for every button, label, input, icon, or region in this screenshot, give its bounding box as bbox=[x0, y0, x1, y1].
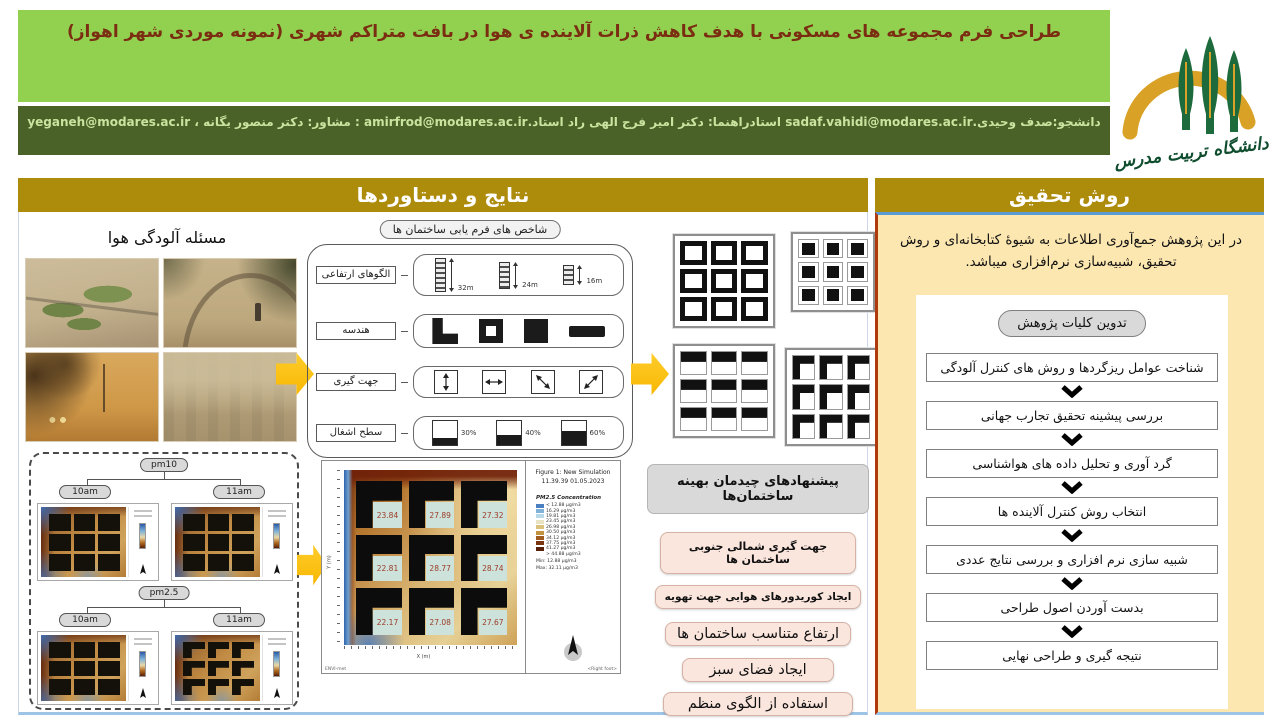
row-orientation bbox=[316, 366, 624, 398]
credits-strip bbox=[18, 106, 1110, 155]
row-height-patterns bbox=[316, 254, 624, 296]
heatmap-pm25-11am bbox=[171, 631, 293, 705]
figure-max: Max: 32.11 µg/m3 bbox=[536, 565, 578, 571]
figure-legend: PM2.5 Concentration < 12.88 µg/m3 16.29 µg/m3 19.81 µg/m3 23.45 µg/m3 26.98 µg/m3 30.50 µg/m3 34.12 µg/m3 37.75 µg/m3 41.27 µg/m3 > 44.88 µg/m3 Min: 12.88 µg/m3 Max: 32.11 µg/m3 bbox=[536, 495, 616, 573]
chevron-down-icon bbox=[1059, 622, 1085, 641]
layout-pattern-grids bbox=[667, 232, 877, 464]
university-logo-icon bbox=[1114, 10, 1274, 172]
pm25-11am-pill: 11am bbox=[213, 613, 265, 627]
flow-step: انتخاب روش کنترل آلاینده ها bbox=[926, 497, 1218, 526]
diagonal-nwse-orientation-icon bbox=[531, 370, 555, 394]
poster-title: طراحی فرم مجموعه های مسکونی با هدف کاهش ذرات آلاینده ی هوا در بافت متراکم شهری (نمونه موردی شهر اهواز) bbox=[66, 22, 1062, 42]
figure-ylabel: Y (m) bbox=[326, 554, 333, 569]
flow-step: بدست آوردن اصول طراحی bbox=[926, 593, 1218, 622]
figure-side-panel bbox=[526, 461, 620, 673]
chevron-down-icon bbox=[1059, 526, 1085, 545]
occupancy-30-icon: 30% bbox=[432, 420, 477, 446]
photo-bridge-in-dust bbox=[163, 258, 297, 348]
l-shape-icon bbox=[432, 318, 458, 344]
chevron-down-icon bbox=[1059, 574, 1085, 593]
university-logo bbox=[1114, 10, 1274, 172]
north-arrow-icon bbox=[561, 635, 585, 663]
heatmap-pm10-11am bbox=[171, 503, 293, 581]
arrow-right-icon bbox=[631, 350, 669, 398]
method-panel bbox=[875, 212, 1264, 715]
flow-start-pill: تدوین کلیات پژوهش bbox=[998, 310, 1146, 337]
colorbar-icon bbox=[273, 651, 280, 677]
method-intro: در این پژوهش جمع‌آوری اطلاعات به شیوۀ کتابخانه‌ای و روش تحقیق، شبیه‌سازی نرم‌افزاری میباشد. bbox=[899, 232, 1243, 271]
pm-simulations-box bbox=[29, 452, 299, 710]
north-arrow-icon bbox=[272, 564, 282, 576]
heatmap-plot bbox=[175, 635, 260, 701]
form-indicators-diagram bbox=[305, 220, 635, 458]
colorbar-icon bbox=[273, 523, 280, 549]
results-panel bbox=[18, 212, 868, 715]
pattern-grid-l-shapes bbox=[785, 348, 877, 446]
colorbar-icon bbox=[139, 651, 146, 677]
tower-16m-icon: 16m bbox=[563, 265, 602, 285]
chevron-down-icon bbox=[1059, 430, 1085, 449]
square-shape-icon bbox=[524, 319, 548, 343]
figure-footer-left: ENVI-met bbox=[325, 667, 347, 672]
orientation-label: جهت گیری bbox=[316, 373, 396, 391]
flow-step: شبیه سازی نرم افزاری و بررسی نتایج عددی bbox=[926, 545, 1218, 574]
photo-aerial-dusty-city bbox=[25, 258, 159, 348]
height-patterns-label: الگوهای ارتفاعی bbox=[316, 266, 396, 284]
suggestion-item: ایجاد کوریدورهای هوایی جهت تهویه bbox=[655, 585, 861, 609]
flow-step: نتیجه گیری و طراحی نهایی bbox=[926, 641, 1218, 670]
suggestion-item: جهت گیری شمالی جنوبی ساختمان ها bbox=[660, 532, 856, 574]
north-arrow-icon bbox=[272, 688, 282, 700]
occupancy-label: سطح اشغال bbox=[316, 424, 396, 442]
bar-shape-icon bbox=[569, 326, 605, 337]
occupancy-60-icon: 60% bbox=[561, 420, 606, 446]
suggestions-title: پیشنهادهای چیدمان بهینه ساختمان‌ها bbox=[647, 464, 869, 514]
envimet-figure bbox=[321, 460, 621, 674]
vertical-orientation-icon bbox=[434, 370, 458, 394]
tower-24m-icon: 24m bbox=[499, 262, 538, 289]
flow-step: گرد آوری و تحلیل داده های هواشناسی bbox=[926, 449, 1218, 478]
results-panel-title: نتایج و دستاوردها bbox=[18, 178, 868, 212]
method-panel-title: روش تحقیق bbox=[875, 178, 1264, 212]
pm10-10am-pill: 10am bbox=[59, 485, 111, 499]
heatmap-pm10-10am bbox=[37, 503, 159, 581]
header-band bbox=[18, 10, 1110, 102]
row-geometry bbox=[316, 314, 624, 348]
colorbar-icon bbox=[139, 523, 146, 549]
suggestions-block bbox=[639, 464, 877, 716]
flow-step: شناخت عوامل ریزگردها و روش های کنترل آلودگی bbox=[926, 353, 1218, 382]
pattern-grid-filled-squares bbox=[791, 232, 875, 312]
north-arrow-icon bbox=[138, 564, 148, 576]
tower-32m-icon: 32m bbox=[435, 258, 474, 292]
indicators-frame bbox=[307, 244, 633, 458]
row-occupancy bbox=[316, 416, 624, 450]
figure-title: Figure 1: New Simulation bbox=[535, 469, 611, 476]
horizontal-orientation-icon bbox=[482, 370, 506, 394]
chevron-down-icon bbox=[1059, 382, 1085, 401]
photo-dusty-street bbox=[25, 352, 159, 442]
pm10-11am-pill: 11am bbox=[213, 485, 265, 499]
suggestion-item: ایجاد فضای سبز bbox=[682, 658, 834, 682]
pm25-10am-pill: 10am bbox=[59, 613, 111, 627]
occupancy-40-icon: 40% bbox=[496, 420, 541, 446]
flow-step: بررسی پیشینه تحقیق تجارب جهانی bbox=[926, 401, 1218, 430]
courtyard-shape-icon bbox=[479, 319, 503, 343]
university-name: دانشگاه تربیت مدرس bbox=[1114, 133, 1270, 172]
chevron-down-icon bbox=[1059, 478, 1085, 497]
figure-plot-area bbox=[322, 461, 526, 673]
figure-xlabel: X (m) bbox=[416, 654, 431, 660]
diagonal-nesw-orientation-icon bbox=[579, 370, 603, 394]
geometry-label: هندسه bbox=[316, 322, 396, 340]
figure-footer-right: <Right foot> bbox=[587, 667, 617, 672]
pm25-pill: pm2.5 bbox=[139, 586, 190, 600]
suggestion-item: ارتفاع متناسب ساختمان ها bbox=[665, 622, 851, 646]
figure-min: Min: 12.88 µg/m3 bbox=[536, 558, 577, 564]
heatmap-pm25-10am bbox=[37, 631, 159, 705]
pm10-pill: pm10 bbox=[140, 458, 188, 472]
suggestion-item: استفاده از الگوی منظم bbox=[663, 692, 853, 716]
building-heatmap: 23.84 27.89 27.32 22.81 28.77 28.74 22.17 27.08 27.67 bbox=[344, 470, 517, 645]
pattern-grid-horizontal-bars bbox=[673, 344, 775, 438]
credits-text: دانشجو:صدف وحیدی.sadaf.vahidi@modares.ac.ir استادراهنما: دکتر امیر فرج الهی راد استاد.amirfrod@modares.ac.ir : مشاور: دکتر منصور یگانه ، yeganeh@modares.ac.ir bbox=[27, 115, 1101, 129]
heatmap-plot bbox=[41, 507, 126, 577]
air-pollution-label: مسئله آلودگی هوا bbox=[107, 228, 227, 247]
method-flowchart bbox=[916, 295, 1228, 709]
pattern-grid-hollow-squares bbox=[673, 234, 775, 328]
indicators-title: شاخص های فرم یابی ساختمان ها bbox=[380, 220, 561, 239]
north-arrow-icon bbox=[138, 688, 148, 700]
heatmap-plot bbox=[175, 507, 260, 577]
figure-timestamp: 11.39.39 01.05.2023 bbox=[541, 478, 605, 485]
pollution-photos bbox=[25, 258, 297, 442]
heatmap-plot bbox=[41, 635, 126, 701]
